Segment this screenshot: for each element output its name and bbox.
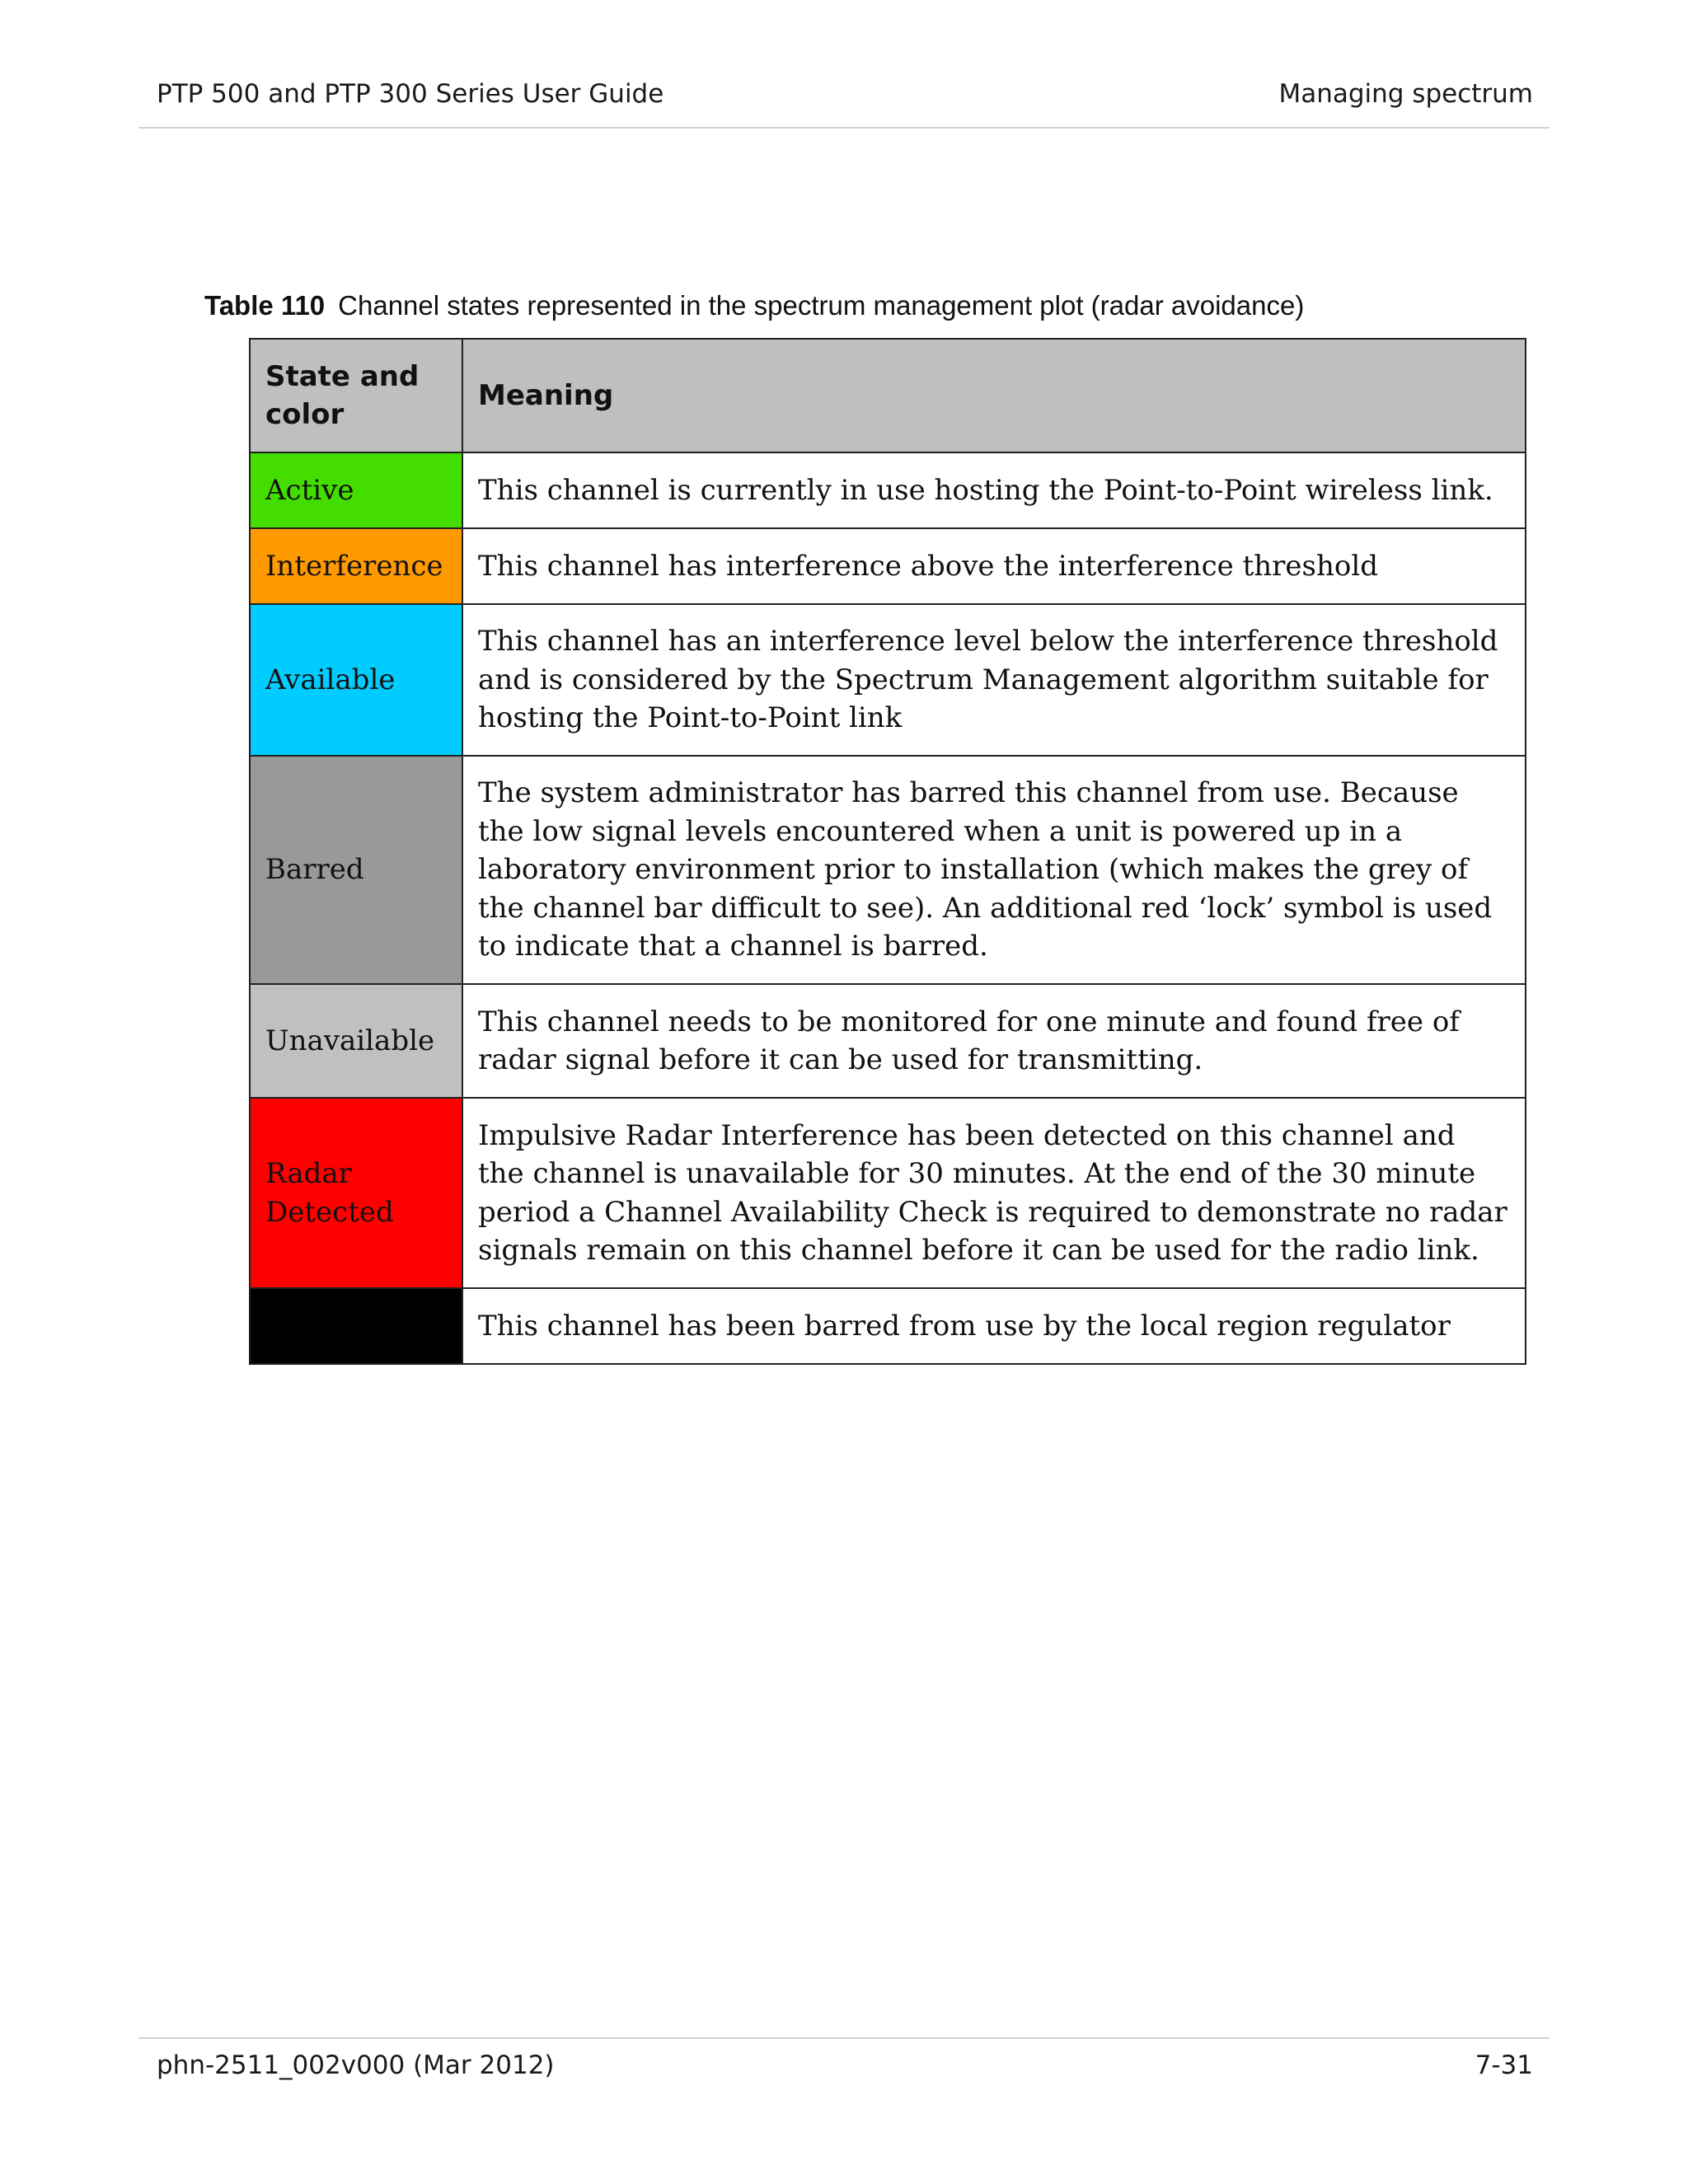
state-cell-barred: Barred <box>250 756 462 984</box>
document-id: phn-2511_002v000 (Mar 2012) <box>157 2050 555 2080</box>
state-cell-active: Active <box>250 452 462 528</box>
table-row <box>250 528 1526 604</box>
running-footer <box>138 2037 1550 2080</box>
section-title: Managing spectrum <box>1278 79 1533 109</box>
table-header-row <box>250 339 1526 452</box>
table-row <box>250 1098 1526 1288</box>
meaning-cell: This channel is currently in use hosting the Point-to-Point wireless link. <box>462 452 1526 528</box>
meaning-cell: This channel has an interference level below the interference threshold and is considered by the Spectrum Management algorithm suitable for hosting the Point-to-Point link <box>462 604 1526 756</box>
column-header-state: State and color <box>250 339 462 452</box>
table-row <box>250 984 1526 1098</box>
table-caption <box>204 290 1304 321</box>
state-cell-available: Available <box>250 604 462 756</box>
state-cell-region-barred <box>250 1288 462 1364</box>
table-caption-text: Channel states represented in the spectrum management plot (radar avoidance) <box>338 290 1305 321</box>
meaning-cell: Impulsive Radar Interference has been detected on this channel and the channel is unavailable for 30 minutes. At the end of the 30 minute period a Channel Availability Check is required to demonstrate no radar signals remain on this channel before it can be used for the radio link. <box>462 1098 1526 1288</box>
column-header-meaning: Meaning <box>462 339 1526 452</box>
meaning-cell: This channel needs to be monitored for one minute and found free of radar signal before it can be used for transmitting. <box>462 984 1526 1098</box>
meaning-cell: This channel has interference above the interference threshold <box>462 528 1526 604</box>
table-row <box>250 452 1526 528</box>
state-cell-radar-detected: Radar Detected <box>250 1098 462 1288</box>
table-row <box>250 1288 1526 1364</box>
meaning-cell: This channel has been barred from use by the local region regulator <box>462 1288 1526 1364</box>
page-number: 7-31 <box>1475 2050 1533 2080</box>
channel-states-table <box>249 338 1526 1365</box>
table-number: Table 110 <box>204 290 326 321</box>
table-row <box>250 756 1526 984</box>
running-header <box>138 79 1550 129</box>
table-row <box>250 604 1526 756</box>
state-cell-unavailable: Unavailable <box>250 984 462 1098</box>
document-title: PTP 500 and PTP 300 Series User Guide <box>157 79 664 109</box>
meaning-cell: The system administrator has barred this channel from use. Because the low signal levels encountered when a unit is powered up in a laboratory environment prior to installation (which makes the grey of the channel bar difficult to see). An additional red ‘lock’ symbol is used to indicate that a channel is barred. <box>462 756 1526 984</box>
state-cell-interference: Interference <box>250 528 462 604</box>
